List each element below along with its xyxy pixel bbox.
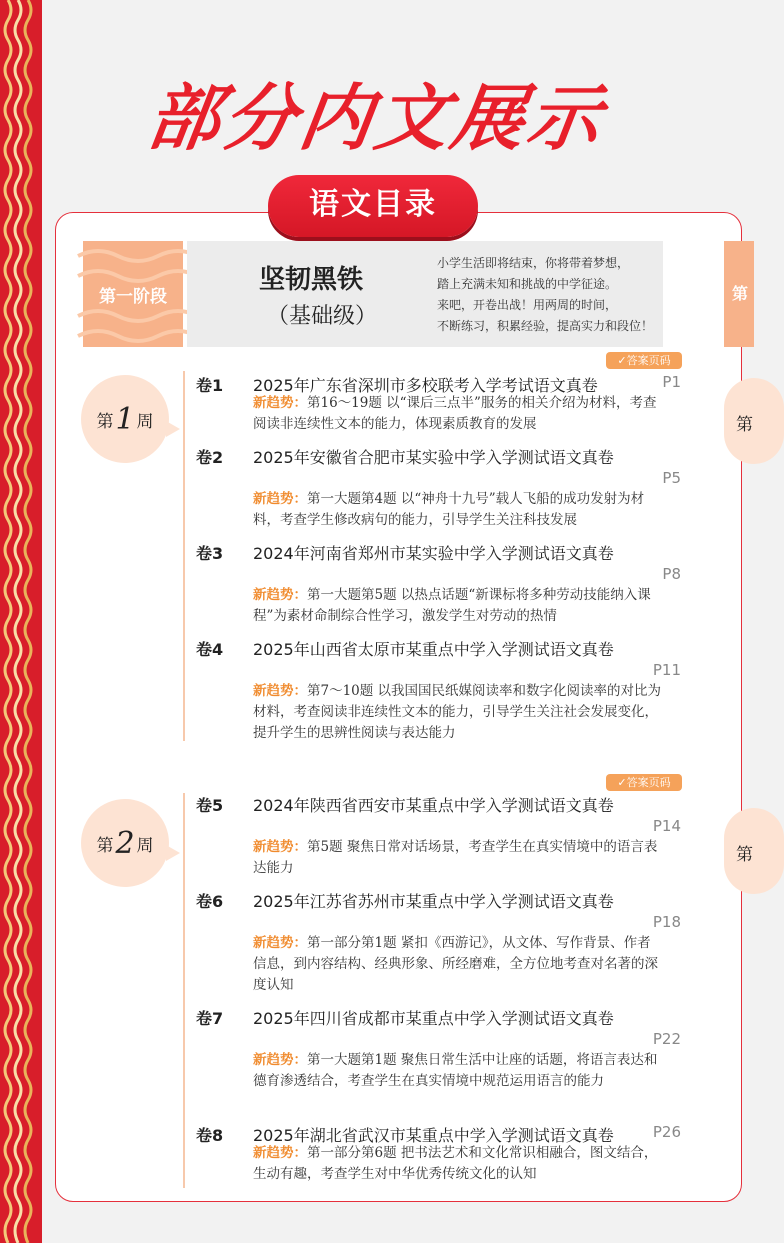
trend-text: 第一大题第1题 聚焦日常生活中让座的话题，将语言表达和德育渗透结合，考查学生在真实情境中规范运用语言的能力	[253, 1052, 658, 1089]
trend-note	[253, 837, 663, 879]
timeline-line	[183, 371, 185, 741]
paper-title: 2025年江苏省苏州市某重点中学入学测试语文真卷	[253, 892, 614, 911]
page-title: 部分内文展示	[142, 76, 611, 160]
list-item[interactable]	[196, 793, 696, 883]
trend-label: 新趋势：	[253, 935, 307, 951]
week-pointer-icon	[166, 845, 180, 861]
stage-subtitle: （基础级）	[267, 304, 378, 329]
page-number: P22	[652, 1030, 681, 1048]
paper-title: 2025年山西省太原市某重点中学入学测试语文真卷	[253, 640, 614, 659]
trend-label: 新趋势：	[253, 491, 307, 507]
peek-label: 第	[732, 284, 749, 303]
motto-line: 来吧，开卷出战！用两周的时间，	[437, 298, 618, 312]
volume-number: 卷5	[196, 796, 224, 815]
paper-title: 2025年四川省成都市某重点中学入学测试语文真卷	[253, 1009, 614, 1028]
motto-line: 小学生活即将结束，你将带着梦想，	[437, 256, 630, 270]
next-week-peek	[724, 378, 784, 464]
page-number: P8	[662, 565, 681, 583]
motto-line: 不断练习，积累经验，提高实力和段位！	[437, 319, 654, 333]
list-item[interactable]	[196, 1123, 696, 1193]
page-number: P18	[652, 913, 681, 931]
trend-text: 第一大题第4题 以“神舟十九号”载人飞船的成功发射为材料，考查学生修改病句的能力，引导学生关注科技发展	[253, 491, 645, 528]
trend-text: 第16～19题 以“课后三点半”服务的相关介绍为材料，考查阅读非连续性文本的能力，体现素质教育的发展	[253, 395, 657, 432]
trend-text: 第一部分第6题 把书法艺术和文化常识相融合，图文结合，生动有趣，考查学生对中华优秀传统文化的认知	[253, 1145, 658, 1182]
page-number: P14	[652, 817, 681, 835]
motto-line: 踏上充满未知和挑战的中学征途。	[437, 277, 618, 291]
trend-text: 第5题 聚焦日常对话场景，考查学生在真实情境中的语言表达能力	[253, 839, 658, 876]
answer-page-tag: ✓答案页码	[606, 352, 682, 369]
paper-title: 2024年陕西省西安市某重点中学入学测试语文真卷	[253, 796, 614, 815]
list-item[interactable]	[196, 637, 696, 747]
stage-title: 坚韧黑铁	[259, 265, 364, 295]
week-pointer-icon	[166, 421, 180, 437]
paper-title: 2025年广东省深圳市多校联考入学考试语文真卷	[253, 376, 598, 395]
trend-note	[253, 489, 663, 531]
week-suffix: 周	[136, 411, 154, 432]
stage-motto	[437, 253, 659, 337]
list-item[interactable]	[196, 445, 696, 535]
peek-label: 第	[736, 415, 753, 435]
list-item[interactable]	[196, 889, 696, 999]
tab-chinese-contents[interactable]: 语文目录	[268, 175, 478, 237]
week-2-badge	[81, 799, 169, 887]
trend-label: 新趋势：	[253, 1145, 307, 1161]
stage-badge	[83, 241, 183, 347]
wave-pattern-icon	[0, 0, 42, 1243]
week-number: 1	[115, 401, 135, 437]
volume-number: 卷4	[196, 640, 224, 659]
paper-title: 2025年安徽省合肥市某实验中学入学测试语文真卷	[253, 448, 614, 467]
page-number: P1	[662, 373, 681, 391]
page-number: P5	[662, 469, 681, 487]
list-item[interactable]	[196, 541, 696, 631]
week-number: 2	[115, 825, 135, 861]
trend-note	[253, 1050, 663, 1092]
contents-card	[55, 212, 753, 1202]
volume-number: 卷1	[196, 376, 224, 395]
trend-text: 第7～10题 以我国国民纸媒阅读率和数字化阅读率的对比为材料，考查阅读非连续性文本的能力，引导学生关注社会发展变化，提升学生的思辨性阅读与表达能力	[253, 683, 662, 741]
decorative-wave-strip	[0, 0, 42, 1243]
list-item[interactable]	[196, 1006, 696, 1116]
week-suffix: 周	[136, 835, 154, 856]
volume-number: 卷7	[196, 1009, 224, 1028]
trend-text: 第一大题第5题 以热点话题“新课标将多种劳动技能纳入课程”为素材命制综合性学习，激发学生对劳动的热情	[253, 587, 651, 624]
week-prefix: 第	[96, 835, 114, 856]
trend-text: 第一部分第1题 紧扣《西游记》，从文体、写作背景、作者信息，到内容结构、经典形象、所经磨难，全方位地考查对名著的深度认知	[253, 935, 658, 993]
next-stage-peek	[724, 241, 754, 347]
stage-badge-label: 第一阶段	[99, 286, 167, 307]
trend-label: 新趋势：	[253, 683, 307, 699]
next-week-peek	[724, 808, 784, 894]
page-number: P11	[652, 661, 681, 679]
trend-label: 新趋势：	[253, 587, 307, 603]
page-number: P26	[652, 1123, 681, 1141]
answer-page-tag: ✓答案页码	[606, 774, 682, 791]
trend-label: 新趋势：	[253, 839, 307, 855]
paper-title: 2025年湖北省武汉市某重点中学入学测试语文真卷	[253, 1126, 614, 1145]
volume-number: 卷6	[196, 892, 224, 911]
peek-label: 第	[736, 845, 753, 865]
trend-note	[253, 933, 663, 996]
volume-number: 卷8	[196, 1126, 224, 1145]
paper-title: 2024年河南省郑州市某实验中学入学测试语文真卷	[253, 544, 614, 563]
trend-note	[253, 1143, 663, 1185]
trend-note	[253, 681, 663, 744]
volume-number: 卷2	[196, 448, 224, 467]
trend-note	[253, 585, 663, 627]
week-1-badge	[81, 375, 169, 463]
trend-label: 新趋势：	[253, 1052, 307, 1068]
trend-label: 新趋势：	[253, 395, 307, 411]
list-item[interactable]	[196, 373, 696, 443]
stage-panel	[187, 241, 663, 347]
week-prefix: 第	[96, 411, 114, 432]
volume-number: 卷3	[196, 544, 224, 563]
trend-note	[253, 393, 663, 435]
timeline-line	[183, 793, 185, 1188]
